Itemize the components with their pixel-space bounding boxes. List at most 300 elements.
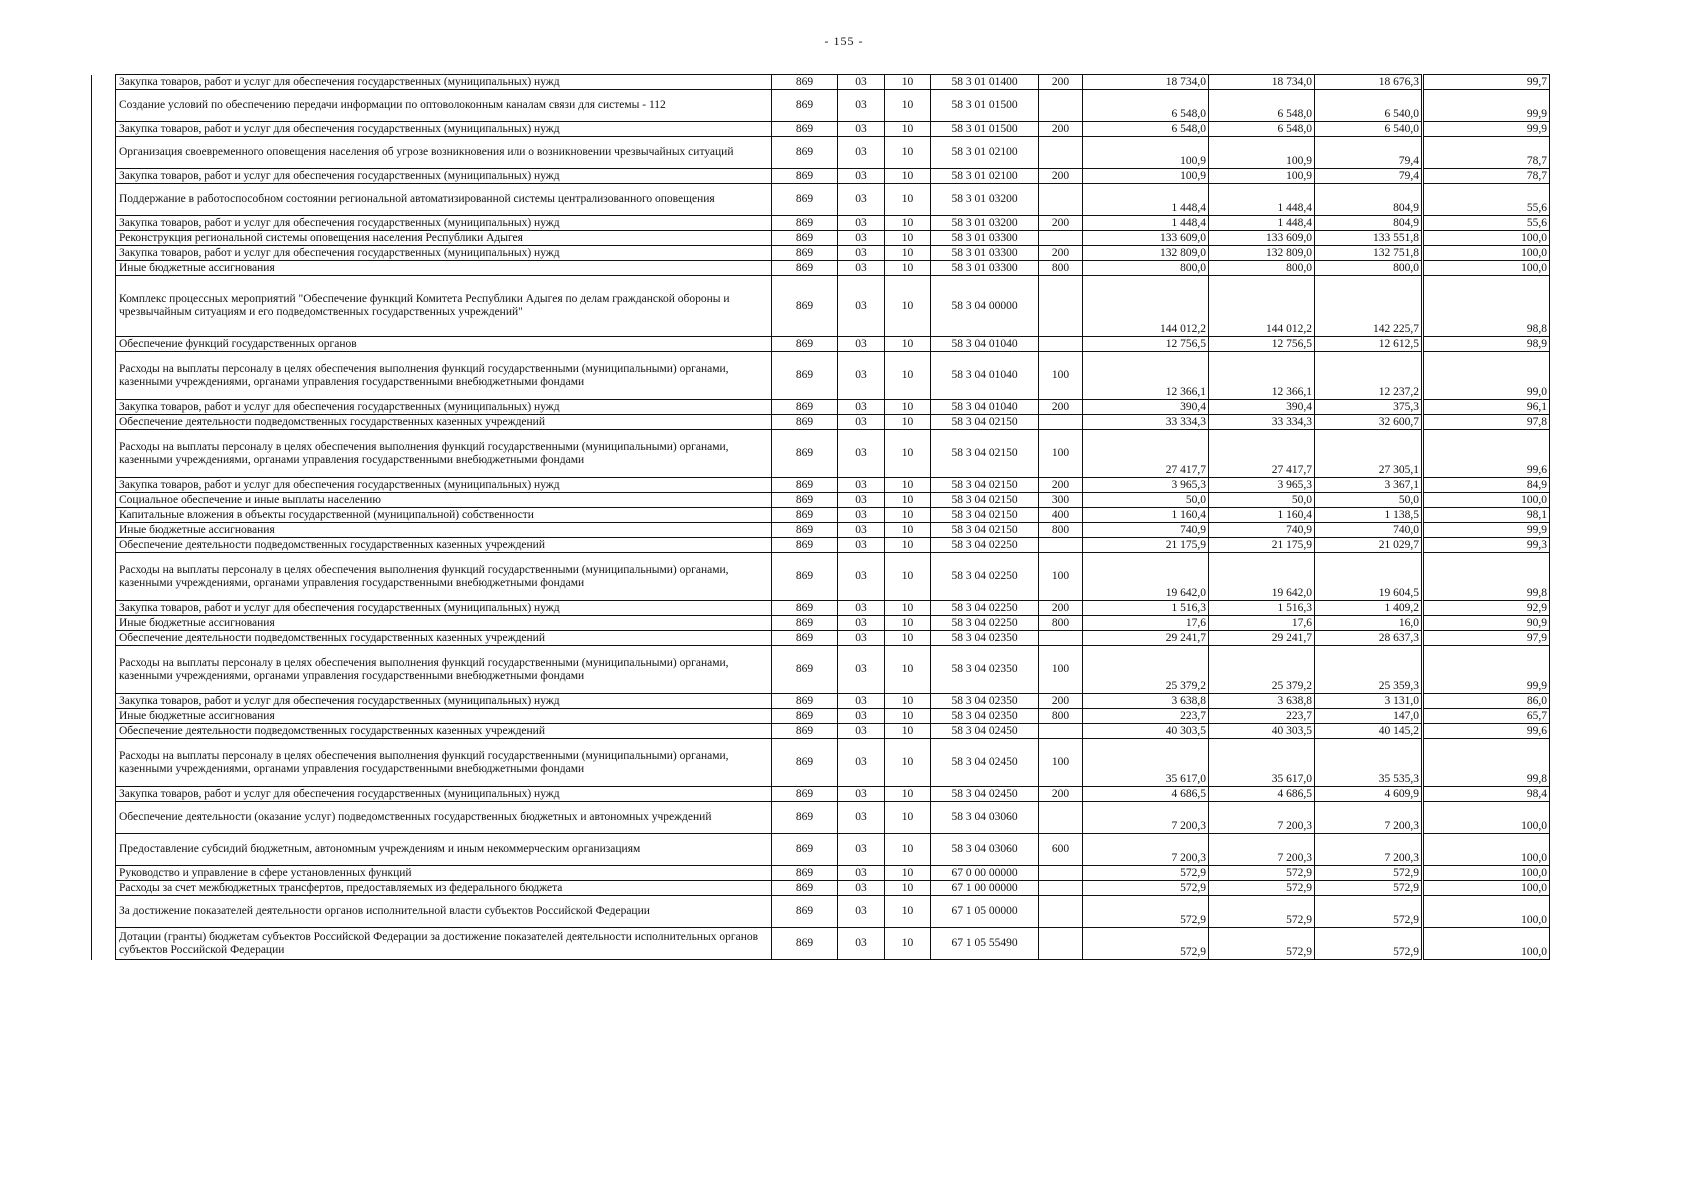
approved-amount-cell: 29 241,7	[1083, 631, 1209, 646]
table-row	[92, 881, 1550, 896]
target-article-code-cell: 58 3 01 01400	[931, 75, 1039, 90]
refined-amount-cell: 1 448,4	[1209, 184, 1315, 216]
expense-type-code-cell	[1039, 631, 1083, 646]
executed-amount-cell: 142 225,7	[1315, 276, 1423, 337]
section-code-cell: 03	[838, 802, 885, 834]
budget-table	[91, 74, 1550, 960]
executed-amount-cell: 132 751,8	[1315, 246, 1423, 261]
row-gutter	[92, 834, 116, 866]
approved-amount-cell: 7 200,3	[1083, 802, 1209, 834]
table-row	[92, 75, 1550, 90]
table-row	[92, 184, 1550, 216]
table-row	[92, 169, 1550, 184]
section-code-cell: 03	[838, 430, 885, 478]
execution-percent-cell: 100,0	[1423, 246, 1550, 261]
execution-percent-cell: 100,0	[1423, 866, 1550, 881]
grbs-code-cell: 869	[772, 415, 838, 430]
refined-amount-cell: 7 200,3	[1209, 834, 1315, 866]
target-article-code-cell: 58 3 04 03060	[931, 834, 1039, 866]
item-name-cell: Закупка товаров, работ и услуг для обеспечения государственных (муниципальных) нужд	[116, 169, 772, 184]
table-row	[92, 352, 1550, 400]
section-code-cell: 03	[838, 866, 885, 881]
grbs-code-cell: 869	[772, 834, 838, 866]
executed-amount-cell: 1 409,2	[1315, 601, 1423, 616]
item-name-cell: Закупка товаров, работ и услуг для обеспечения государственных (муниципальных) нужд	[116, 694, 772, 709]
target-article-code-cell: 58 3 04 02250	[931, 538, 1039, 553]
item-name-cell: Дотации (гранты) бюджетам субъектов Российской Федерации за достижение показателей деятельности исполнительных органов субъектов Российской Федерации	[116, 928, 772, 960]
row-gutter	[92, 261, 116, 276]
item-name-cell: Расходы за счет межбюджетных трансфертов, предоставляемых из федерального бюджета	[116, 881, 772, 896]
approved-amount-cell: 572,9	[1083, 896, 1209, 928]
executed-amount-cell: 804,9	[1315, 216, 1423, 231]
execution-percent-cell: 96,1	[1423, 400, 1550, 415]
item-name-cell: Расходы на выплаты персоналу в целях обеспечения выполнения функций государственными (муниципальными) органами, казенными учреждениями, органами управления государственными внебюджетными фондами	[116, 430, 772, 478]
row-gutter	[92, 246, 116, 261]
executed-amount-cell: 572,9	[1315, 896, 1423, 928]
row-gutter	[92, 523, 116, 538]
executed-amount-cell: 27 305,1	[1315, 430, 1423, 478]
item-name-cell: Расходы на выплаты персоналу в целях обеспечения выполнения функций государственными (муниципальными) органами, казенными учреждениями, органами управления государственными внебюджетными фондами	[116, 646, 772, 694]
approved-amount-cell: 132 809,0	[1083, 246, 1209, 261]
target-article-code-cell: 58 3 01 03200	[931, 184, 1039, 216]
grbs-code-cell: 869	[772, 246, 838, 261]
expense-type-code-cell: 200	[1039, 75, 1083, 90]
refined-amount-cell: 4 686,5	[1209, 787, 1315, 802]
grbs-code-cell: 869	[772, 231, 838, 246]
executed-amount-cell: 3 131,0	[1315, 694, 1423, 709]
grbs-code-cell: 869	[772, 276, 838, 337]
row-gutter	[92, 553, 116, 601]
table-row	[92, 553, 1550, 601]
approved-amount-cell: 3 965,3	[1083, 478, 1209, 493]
refined-amount-cell: 572,9	[1209, 896, 1315, 928]
refined-amount-cell: 21 175,9	[1209, 538, 1315, 553]
executed-amount-cell: 40 145,2	[1315, 724, 1423, 739]
subsection-code-cell: 10	[885, 616, 931, 631]
row-gutter	[92, 694, 116, 709]
refined-amount-cell: 1 516,3	[1209, 601, 1315, 616]
refined-amount-cell: 390,4	[1209, 400, 1315, 415]
execution-percent-cell: 100,0	[1423, 261, 1550, 276]
item-name-cell: Закупка товаров, работ и услуг для обеспечения государственных (муниципальных) нужд	[116, 601, 772, 616]
item-name-cell: Социальное обеспечение и иные выплаты населению	[116, 493, 772, 508]
expense-type-code-cell	[1039, 184, 1083, 216]
expense-type-code-cell: 200	[1039, 601, 1083, 616]
grbs-code-cell: 869	[772, 400, 838, 415]
execution-percent-cell: 99,3	[1423, 538, 1550, 553]
approved-amount-cell: 390,4	[1083, 400, 1209, 415]
subsection-code-cell: 10	[885, 276, 931, 337]
expense-type-code-cell: 200	[1039, 478, 1083, 493]
expense-type-code-cell: 800	[1039, 261, 1083, 276]
refined-amount-cell: 27 417,7	[1209, 430, 1315, 478]
expense-type-code-cell: 400	[1039, 508, 1083, 523]
subsection-code-cell: 10	[885, 553, 931, 601]
item-name-cell: Расходы на выплаты персоналу в целях обеспечения выполнения функций государственными (муниципальными) органами, казенными учреждениями, органами управления государственными внебюджетными фондами	[116, 352, 772, 400]
approved-amount-cell: 33 334,3	[1083, 415, 1209, 430]
target-article-code-cell: 58 3 01 02100	[931, 169, 1039, 184]
execution-percent-cell: 98,9	[1423, 337, 1550, 352]
row-gutter	[92, 802, 116, 834]
execution-percent-cell: 99,9	[1423, 646, 1550, 694]
expense-type-code-cell	[1039, 881, 1083, 896]
grbs-code-cell: 869	[772, 493, 838, 508]
table-row	[92, 538, 1550, 553]
row-gutter	[92, 508, 116, 523]
table-row	[92, 523, 1550, 538]
subsection-code-cell: 10	[885, 184, 931, 216]
section-code-cell: 03	[838, 694, 885, 709]
table-body	[92, 75, 1550, 960]
target-article-code-cell: 58 3 04 02350	[931, 694, 1039, 709]
execution-percent-cell: 99,8	[1423, 739, 1550, 787]
expense-type-code-cell: 200	[1039, 694, 1083, 709]
execution-percent-cell: 100,0	[1423, 231, 1550, 246]
expense-type-code-cell: 800	[1039, 616, 1083, 631]
expense-type-code-cell	[1039, 337, 1083, 352]
section-code-cell: 03	[838, 184, 885, 216]
item-name-cell: Комплекс процессных мероприятий "Обеспечение функций Комитета Республики Адыгея по делам гражданской обороны и чрезвычайным ситуациям и его подведомственных государственных учреждений"	[116, 276, 772, 337]
table-row	[92, 246, 1550, 261]
table-row	[92, 802, 1550, 834]
refined-amount-cell: 25 379,2	[1209, 646, 1315, 694]
refined-amount-cell: 100,9	[1209, 137, 1315, 169]
subsection-code-cell: 10	[885, 337, 931, 352]
subsection-code-cell: 10	[885, 739, 931, 787]
item-name-cell: Закупка товаров, работ и услуг для обеспечения государственных (муниципальных) нужд	[116, 122, 772, 137]
refined-amount-cell: 50,0	[1209, 493, 1315, 508]
item-name-cell: Закупка товаров, работ и услуг для обеспечения государственных (муниципальных) нужд	[116, 216, 772, 231]
refined-amount-cell: 29 241,7	[1209, 631, 1315, 646]
item-name-cell: Закупка товаров, работ и услуг для обеспечения государственных (муниципальных) нужд	[116, 787, 772, 802]
section-code-cell: 03	[838, 400, 885, 415]
executed-amount-cell: 19 604,5	[1315, 553, 1423, 601]
target-article-code-cell: 58 3 04 01040	[931, 400, 1039, 415]
grbs-code-cell: 869	[772, 928, 838, 960]
execution-percent-cell: 99,0	[1423, 352, 1550, 400]
section-code-cell: 03	[838, 739, 885, 787]
row-gutter	[92, 430, 116, 478]
target-article-code-cell: 67 0 00 00000	[931, 866, 1039, 881]
refined-amount-cell: 17,6	[1209, 616, 1315, 631]
executed-amount-cell: 16,0	[1315, 616, 1423, 631]
executed-amount-cell: 800,0	[1315, 261, 1423, 276]
grbs-code-cell: 869	[772, 646, 838, 694]
grbs-code-cell: 869	[772, 184, 838, 216]
expense-type-code-cell: 600	[1039, 834, 1083, 866]
subsection-code-cell: 10	[885, 538, 931, 553]
approved-amount-cell: 12 756,5	[1083, 337, 1209, 352]
executed-amount-cell: 3 367,1	[1315, 478, 1423, 493]
approved-amount-cell: 800,0	[1083, 261, 1209, 276]
section-code-cell: 03	[838, 601, 885, 616]
subsection-code-cell: 10	[885, 601, 931, 616]
executed-amount-cell: 50,0	[1315, 493, 1423, 508]
subsection-code-cell: 10	[885, 400, 931, 415]
grbs-code-cell: 869	[772, 523, 838, 538]
execution-percent-cell: 84,9	[1423, 478, 1550, 493]
section-code-cell: 03	[838, 709, 885, 724]
table-row	[92, 709, 1550, 724]
executed-amount-cell: 740,0	[1315, 523, 1423, 538]
refined-amount-cell: 223,7	[1209, 709, 1315, 724]
approved-amount-cell: 100,9	[1083, 137, 1209, 169]
row-gutter	[92, 90, 116, 122]
refined-amount-cell: 35 617,0	[1209, 739, 1315, 787]
expense-type-code-cell: 800	[1039, 709, 1083, 724]
section-code-cell: 03	[838, 493, 885, 508]
grbs-code-cell: 869	[772, 337, 838, 352]
approved-amount-cell: 144 012,2	[1083, 276, 1209, 337]
table-row	[92, 739, 1550, 787]
refined-amount-cell: 3 965,3	[1209, 478, 1315, 493]
section-code-cell: 03	[838, 137, 885, 169]
section-code-cell: 03	[838, 834, 885, 866]
refined-amount-cell: 133 609,0	[1209, 231, 1315, 246]
grbs-code-cell: 869	[772, 896, 838, 928]
expense-type-code-cell	[1039, 538, 1083, 553]
executed-amount-cell: 21 029,7	[1315, 538, 1423, 553]
refined-amount-cell: 7 200,3	[1209, 802, 1315, 834]
execution-percent-cell: 99,7	[1423, 75, 1550, 90]
expense-type-code-cell: 100	[1039, 352, 1083, 400]
table-row	[92, 508, 1550, 523]
subsection-code-cell: 10	[885, 881, 931, 896]
refined-amount-cell: 572,9	[1209, 928, 1315, 960]
row-gutter	[92, 400, 116, 415]
grbs-code-cell: 869	[772, 881, 838, 896]
executed-amount-cell: 7 200,3	[1315, 802, 1423, 834]
item-name-cell: Иные бюджетные ассигнования	[116, 709, 772, 724]
item-name-cell: Иные бюджетные ассигнования	[116, 616, 772, 631]
row-gutter	[92, 787, 116, 802]
item-name-cell: Иные бюджетные ассигнования	[116, 261, 772, 276]
target-article-code-cell: 58 3 04 02150	[931, 430, 1039, 478]
executed-amount-cell: 4 609,9	[1315, 787, 1423, 802]
target-article-code-cell: 58 3 04 02150	[931, 493, 1039, 508]
item-name-cell: Поддержание в работоспособном состоянии региональной автоматизированной системы централизованного оповещения	[116, 184, 772, 216]
execution-percent-cell: 90,9	[1423, 616, 1550, 631]
subsection-code-cell: 10	[885, 261, 931, 276]
execution-percent-cell: 100,0	[1423, 834, 1550, 866]
table-row	[92, 430, 1550, 478]
executed-amount-cell: 25 359,3	[1315, 646, 1423, 694]
row-gutter	[92, 616, 116, 631]
approved-amount-cell: 40 303,5	[1083, 724, 1209, 739]
execution-percent-cell: 55,6	[1423, 216, 1550, 231]
subsection-code-cell: 10	[885, 216, 931, 231]
target-article-code-cell: 67 1 05 55490	[931, 928, 1039, 960]
executed-amount-cell: 1 138,5	[1315, 508, 1423, 523]
target-article-code-cell: 58 3 04 02350	[931, 709, 1039, 724]
approved-amount-cell: 12 366,1	[1083, 352, 1209, 400]
approved-amount-cell: 1 516,3	[1083, 601, 1209, 616]
row-gutter	[92, 137, 116, 169]
expense-type-code-cell	[1039, 724, 1083, 739]
item-name-cell: Предоставление субсидий бюджетным, автономным учреждениям и иным некоммерческим организациям	[116, 834, 772, 866]
target-article-code-cell: 58 3 04 02250	[931, 553, 1039, 601]
target-article-code-cell: 58 3 01 03300	[931, 246, 1039, 261]
refined-amount-cell: 6 548,0	[1209, 122, 1315, 137]
subsection-code-cell: 10	[885, 75, 931, 90]
table-row	[92, 493, 1550, 508]
expense-type-code-cell: 100	[1039, 739, 1083, 787]
expense-type-code-cell	[1039, 866, 1083, 881]
section-code-cell: 03	[838, 216, 885, 231]
section-code-cell: 03	[838, 928, 885, 960]
expense-type-code-cell	[1039, 928, 1083, 960]
target-article-code-cell: 58 3 04 02250	[931, 616, 1039, 631]
target-article-code-cell: 58 3 01 02100	[931, 137, 1039, 169]
approved-amount-cell: 223,7	[1083, 709, 1209, 724]
executed-amount-cell: 32 600,7	[1315, 415, 1423, 430]
table-row	[92, 90, 1550, 122]
approved-amount-cell: 50,0	[1083, 493, 1209, 508]
execution-percent-cell: 99,9	[1423, 122, 1550, 137]
target-article-code-cell: 58 3 04 00000	[931, 276, 1039, 337]
section-code-cell: 03	[838, 523, 885, 538]
subsection-code-cell: 10	[885, 646, 931, 694]
refined-amount-cell: 18 734,0	[1209, 75, 1315, 90]
row-gutter	[92, 75, 116, 90]
row-gutter	[92, 881, 116, 896]
section-code-cell: 03	[838, 881, 885, 896]
grbs-code-cell: 869	[772, 787, 838, 802]
table-row	[92, 276, 1550, 337]
approved-amount-cell: 6 548,0	[1083, 90, 1209, 122]
table-row	[92, 928, 1550, 960]
subsection-code-cell: 10	[885, 169, 931, 184]
refined-amount-cell: 33 334,3	[1209, 415, 1315, 430]
grbs-code-cell: 869	[772, 137, 838, 169]
expense-type-code-cell: 200	[1039, 169, 1083, 184]
approved-amount-cell: 35 617,0	[1083, 739, 1209, 787]
refined-amount-cell: 3 638,8	[1209, 694, 1315, 709]
subsection-code-cell: 10	[885, 430, 931, 478]
refined-amount-cell: 100,9	[1209, 169, 1315, 184]
expense-type-code-cell: 200	[1039, 216, 1083, 231]
table-row	[92, 337, 1550, 352]
approved-amount-cell: 1 160,4	[1083, 508, 1209, 523]
expense-type-code-cell	[1039, 137, 1083, 169]
section-code-cell: 03	[838, 553, 885, 601]
execution-percent-cell: 78,7	[1423, 169, 1550, 184]
refined-amount-cell: 572,9	[1209, 881, 1315, 896]
refined-amount-cell: 144 012,2	[1209, 276, 1315, 337]
approved-amount-cell: 572,9	[1083, 866, 1209, 881]
subsection-code-cell: 10	[885, 478, 931, 493]
item-name-cell: Создание условий по обеспечению передачи информации по оптоволоконным каналам связи для системы - 112	[116, 90, 772, 122]
table-row	[92, 137, 1550, 169]
approved-amount-cell: 1 448,4	[1083, 216, 1209, 231]
subsection-code-cell: 10	[885, 928, 931, 960]
grbs-code-cell: 869	[772, 538, 838, 553]
expense-type-code-cell: 300	[1039, 493, 1083, 508]
grbs-code-cell: 869	[772, 739, 838, 787]
item-name-cell: Расходы на выплаты персоналу в целях обеспечения выполнения функций государственными (муниципальными) органами, казенными учреждениями, органами управления государственными внебюджетными фондами	[116, 553, 772, 601]
executed-amount-cell: 133 551,8	[1315, 231, 1423, 246]
table-row	[92, 601, 1550, 616]
target-article-code-cell: 58 3 04 02150	[931, 415, 1039, 430]
approved-amount-cell: 572,9	[1083, 928, 1209, 960]
target-article-code-cell: 58 3 04 03060	[931, 802, 1039, 834]
refined-amount-cell: 1 448,4	[1209, 216, 1315, 231]
expense-type-code-cell: 200	[1039, 122, 1083, 137]
subsection-code-cell: 10	[885, 631, 931, 646]
grbs-code-cell: 869	[772, 601, 838, 616]
grbs-code-cell: 869	[772, 75, 838, 90]
approved-amount-cell: 740,9	[1083, 523, 1209, 538]
subsection-code-cell: 10	[885, 724, 931, 739]
grbs-code-cell: 869	[772, 694, 838, 709]
executed-amount-cell: 79,4	[1315, 169, 1423, 184]
row-gutter	[92, 646, 116, 694]
executed-amount-cell: 6 540,0	[1315, 90, 1423, 122]
table-row	[92, 616, 1550, 631]
subsection-code-cell: 10	[885, 694, 931, 709]
item-name-cell: Закупка товаров, работ и услуг для обеспечения государственных (муниципальных) нужд	[116, 400, 772, 415]
executed-amount-cell: 804,9	[1315, 184, 1423, 216]
section-code-cell: 03	[838, 276, 885, 337]
approved-amount-cell: 133 609,0	[1083, 231, 1209, 246]
expense-type-code-cell: 100	[1039, 646, 1083, 694]
refined-amount-cell: 6 548,0	[1209, 90, 1315, 122]
approved-amount-cell: 1 448,4	[1083, 184, 1209, 216]
target-article-code-cell: 58 3 04 02450	[931, 787, 1039, 802]
subsection-code-cell: 10	[885, 523, 931, 538]
grbs-code-cell: 869	[772, 553, 838, 601]
approved-amount-cell: 27 417,7	[1083, 430, 1209, 478]
subsection-code-cell: 10	[885, 246, 931, 261]
grbs-code-cell: 869	[772, 802, 838, 834]
grbs-code-cell: 869	[772, 216, 838, 231]
grbs-code-cell: 869	[772, 616, 838, 631]
row-gutter	[92, 631, 116, 646]
expense-type-code-cell	[1039, 802, 1083, 834]
item-name-cell: Обеспечение функций государственных органов	[116, 337, 772, 352]
executed-amount-cell: 147,0	[1315, 709, 1423, 724]
grbs-code-cell: 869	[772, 430, 838, 478]
subsection-code-cell: 10	[885, 352, 931, 400]
item-name-cell: Расходы на выплаты персоналу в целях обеспечения выполнения функций государственными (муниципальными) органами, казенными учреждениями, органами управления государственными внебюджетными фондами	[116, 739, 772, 787]
table-row	[92, 400, 1550, 415]
section-code-cell: 03	[838, 478, 885, 493]
subsection-code-cell: 10	[885, 896, 931, 928]
approved-amount-cell: 19 642,0	[1083, 553, 1209, 601]
subsection-code-cell: 10	[885, 508, 931, 523]
expense-type-code-cell: 200	[1039, 787, 1083, 802]
grbs-code-cell: 869	[772, 508, 838, 523]
target-article-code-cell: 58 3 04 02450	[931, 724, 1039, 739]
section-code-cell: 03	[838, 246, 885, 261]
executed-amount-cell: 18 676,3	[1315, 75, 1423, 90]
expense-type-code-cell	[1039, 90, 1083, 122]
approved-amount-cell: 21 175,9	[1083, 538, 1209, 553]
table-row	[92, 216, 1550, 231]
table-row	[92, 787, 1550, 802]
execution-percent-cell: 65,7	[1423, 709, 1550, 724]
subsection-code-cell: 10	[885, 415, 931, 430]
executed-amount-cell: 12 612,5	[1315, 337, 1423, 352]
section-code-cell: 03	[838, 337, 885, 352]
row-gutter	[92, 169, 116, 184]
execution-percent-cell: 100,0	[1423, 881, 1550, 896]
executed-amount-cell: 572,9	[1315, 881, 1423, 896]
item-name-cell: Иные бюджетные ассигнования	[116, 523, 772, 538]
item-name-cell: Капитальные вложения в объекты государственной (муниципальной) собственности	[116, 508, 772, 523]
table-row	[92, 631, 1550, 646]
subsection-code-cell: 10	[885, 90, 931, 122]
